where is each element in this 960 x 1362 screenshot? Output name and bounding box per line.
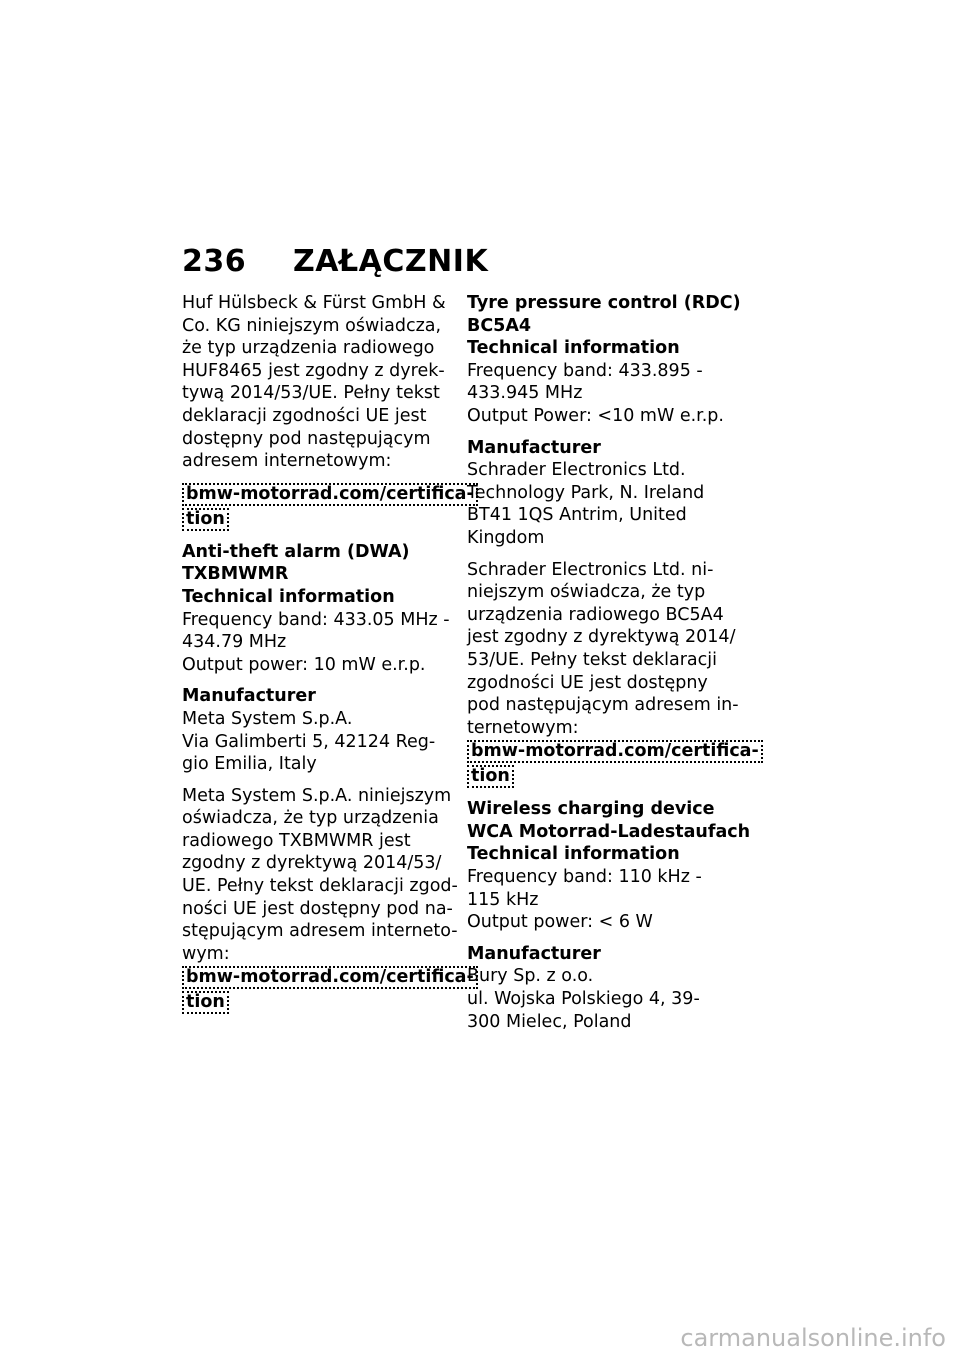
intro-paragraph bbox=[182, 292, 452, 473]
heading-line: Anti-theft alarm (DWA) bbox=[182, 541, 410, 562]
heading-line: Technical information bbox=[467, 338, 680, 359]
certification-link[interactable]: bmw-motorrad.com/certifica- bbox=[182, 483, 478, 506]
text-line: BT41 1QS Antrim, United bbox=[467, 505, 687, 526]
section-title: ZAŁĄCZNIK bbox=[292, 244, 489, 279]
text-line: UE. Pełny tekst deklaracji zgod- bbox=[182, 876, 458, 897]
text-line: Bury Sp. z o.o. bbox=[467, 966, 594, 987]
text-line: jest zgodny z dyrektywą 2014/ bbox=[467, 627, 736, 648]
text-line: adresem internetowym: bbox=[182, 451, 392, 472]
text-line: ternetowym: bbox=[467, 717, 579, 738]
text-line: Via Galimberti 5, 42124 Reg- bbox=[182, 731, 436, 752]
dwa-declaration bbox=[182, 785, 458, 966]
watermark-text: carmanualsonline.info bbox=[680, 1324, 946, 1352]
text-line: 115 kHz bbox=[467, 889, 539, 910]
dwa-manufacturer-heading bbox=[182, 685, 452, 708]
right-column bbox=[467, 292, 759, 1042]
certification-link-block bbox=[182, 965, 474, 1015]
text-line: Schrader Electronics Ltd. ni- bbox=[467, 559, 714, 580]
text-line: Output Power: <10 mW e.r.p. bbox=[467, 405, 724, 426]
heading-line: BC5A4 bbox=[467, 315, 532, 336]
text-line: Meta System S.p.A. bbox=[182, 708, 353, 729]
heading-line: WCA Motorrad-Ladestaufach bbox=[467, 821, 751, 842]
certification-link[interactable]: tion bbox=[182, 991, 229, 1014]
page-number: 236 bbox=[182, 244, 247, 279]
text-line: Output power: 10 mW e.r.p. bbox=[182, 654, 426, 675]
text-line: zgodny z dyrektywą 2014/53/ bbox=[182, 853, 442, 874]
certification-link-block bbox=[467, 739, 759, 789]
rdc-manufacturer bbox=[467, 459, 742, 549]
text-line: zgodności UE jest dostępny bbox=[467, 672, 708, 693]
wca-manufacturer-heading bbox=[467, 943, 742, 966]
dwa-technical-info bbox=[182, 609, 452, 677]
text-line: dostępny pod następującym bbox=[182, 428, 431, 449]
text-line: ności UE jest dostępny pod na- bbox=[182, 898, 453, 919]
text-line: tywą 2014/53/UE. Pełny tekst bbox=[182, 383, 440, 404]
heading-line: TXBMWMR bbox=[182, 564, 289, 585]
wca-technical-info bbox=[467, 866, 742, 934]
heading-line: Technical information bbox=[182, 586, 395, 607]
wca-heading bbox=[467, 798, 751, 866]
wca-manufacturer bbox=[467, 965, 742, 1033]
text-line: Kingdom bbox=[467, 527, 545, 548]
heading-line: Manufacturer bbox=[467, 437, 601, 458]
rdc-declaration bbox=[467, 559, 742, 740]
text-line: 53/UE. Pełny tekst deklaracji bbox=[467, 649, 717, 670]
text-line: Frequency band: 110 kHz - bbox=[467, 867, 702, 888]
dwa-manufacturer bbox=[182, 708, 452, 776]
text-line: 300 Mielec, Poland bbox=[467, 1011, 632, 1032]
heading-line: Wireless charging device bbox=[467, 799, 715, 820]
certification-link[interactable]: bmw-motorrad.com/certifica- bbox=[467, 740, 763, 763]
text-line: stępującym adresem interneto- bbox=[182, 921, 458, 942]
certification-link[interactable]: tion bbox=[467, 765, 514, 788]
text-line: 434.79 MHz bbox=[182, 632, 287, 653]
text-line: oświadcza, że typ urządzenia bbox=[182, 808, 439, 829]
text-line: urządzenia radiowego BC5A4 bbox=[467, 604, 724, 625]
text-line: niejszym oświadcza, że typ bbox=[467, 582, 706, 603]
heading-line: Tyre pressure control (RDC) bbox=[467, 293, 741, 313]
text-line: Technology Park, N. Ireland bbox=[467, 482, 705, 503]
text-line: że typ urządzenia radiowego bbox=[182, 338, 435, 359]
text-line: radiowego TXBMWMR jest bbox=[182, 830, 411, 851]
certification-link[interactable]: tion bbox=[182, 508, 229, 531]
text-line: Huf Hülsbeck & Fürst GmbH & bbox=[182, 293, 446, 313]
text-line: wym: bbox=[182, 943, 230, 964]
page-header bbox=[182, 244, 488, 279]
certification-link-block bbox=[182, 482, 474, 532]
dwa-heading bbox=[182, 541, 452, 609]
text-line: HUF8465 jest zgodny z dyrek- bbox=[182, 360, 445, 381]
heading-line: Manufacturer bbox=[182, 686, 316, 707]
text-line: ul. Wojska Polskiego 4, 39- bbox=[467, 989, 700, 1010]
certification-link[interactable]: bmw-motorrad.com/certifica- bbox=[182, 966, 478, 989]
text-line: pod następującym adresem in- bbox=[467, 695, 739, 716]
text-line: deklaracji zgodności UE jest bbox=[182, 405, 427, 426]
left-column bbox=[182, 292, 474, 1024]
text-line: Frequency band: 433.05 MHz - bbox=[182, 609, 450, 630]
text-line: Co. KG niniejszym oświadcza, bbox=[182, 315, 442, 336]
text-line: Frequency band: 433.895 - bbox=[467, 360, 703, 381]
text-line: Meta System S.p.A. niniejszym bbox=[182, 785, 452, 806]
heading-line: Manufacturer bbox=[467, 943, 601, 964]
text-line: 433.945 MHz bbox=[467, 383, 583, 404]
rdc-heading bbox=[467, 292, 742, 360]
rdc-technical-info bbox=[467, 360, 742, 428]
text-line: Output power: < 6 W bbox=[467, 912, 653, 933]
rdc-manufacturer-heading bbox=[467, 437, 742, 460]
heading-line: Technical information bbox=[467, 844, 680, 865]
text-line: gio Emilia, Italy bbox=[182, 754, 317, 775]
text-line: Schrader Electronics Ltd. bbox=[467, 460, 686, 481]
